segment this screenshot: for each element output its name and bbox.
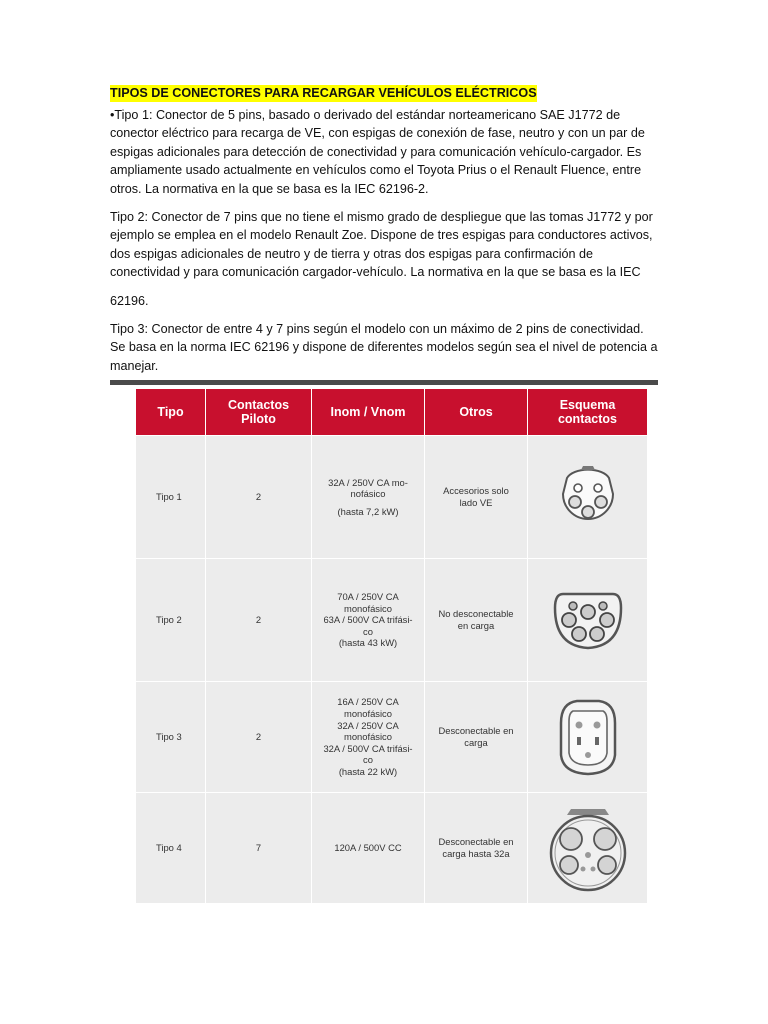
paragraph-tipo1: •Tipo 1: Conector de 5 pins, basado o derivado del estándar norteamericano SAE J1772 de conector eléctrico para recarga de VE, con espigas de conexión de fase, neutro y con un par de espigas adicionales para detección de conectividad y para comunicación vehículo-cargador. Es ampliamente usado actualmente en vehículos como el Toyota Prius o el Renault Fluence, entre otros. La normativa en la que se basa es la IEC 62196-2. <box>110 108 645 196</box>
table-row <box>136 793 648 904</box>
header-tipo: Tipo <box>136 389 206 436</box>
connector-table <box>135 388 648 904</box>
header-inom: Inom / Vnom <box>312 389 425 436</box>
cell-contactos: 7 <box>206 793 312 904</box>
connector-table-figure <box>135 388 647 900</box>
cell-esquema <box>528 559 648 682</box>
cell-otros: No desconectable en carga <box>425 559 528 682</box>
cell-tipo: Tipo 3 <box>136 682 206 793</box>
cell-esquema <box>528 682 648 793</box>
paragraph-tipo2-tail: 62196. <box>110 293 149 308</box>
figure-top-rule <box>110 380 658 385</box>
type1-connector-icon <box>557 464 619 530</box>
cell-inom: 16A / 250V CA monofásico 32A / 250V CA monofásico 32A / 500V CA trifási- co (hasta 22 kW) <box>312 682 425 793</box>
header-contactos: Contactos Piloto <box>206 389 312 436</box>
header-otros: Otros <box>425 389 528 436</box>
cell-otros: Desconectable en carga hasta 32a <box>425 793 528 904</box>
cell-inom: 70A / 250V CA monofásico 63A / 500V CA trifási- co (hasta 43 kW) <box>312 559 425 682</box>
document-heading: TIPOS DE CONECTORES PARA RECARGAR VEHÍCULOS ELÉCTRICOS <box>110 86 537 100</box>
table-row <box>136 559 648 682</box>
type3-connector-icon <box>557 697 619 777</box>
table-row <box>136 436 648 559</box>
table-header-row <box>136 389 648 436</box>
cell-tipo: Tipo 2 <box>136 559 206 682</box>
type4-connector-icon <box>543 803 633 893</box>
cell-otros: Desconectable en carga <box>425 682 528 793</box>
cell-esquema <box>528 436 648 559</box>
cell-contactos: 2 <box>206 682 312 793</box>
cell-esquema <box>528 793 648 904</box>
type2-connector-icon <box>551 588 625 652</box>
cell-contactos: 2 <box>206 436 312 559</box>
paragraph-tipo2: Tipo 2: Conector de 7 pins que no tiene el mismo grado de despliegue que las tomas J1772 y por ejemplo se emplea en el modelo Renault Zoe. Dispone de tres espigas para conductores activos, dos espigas adicionales de neutro y de tierra y otras dos espigas para confirmación de conectividad y para comunicación cargador-vehículo. La normativa en la que se basa es la IEC <box>110 210 653 280</box>
cell-inom: 32A / 250V CA mo- nofásico (hasta 7,2 kW) <box>312 436 425 559</box>
cell-otros: Accesorios solo lado VE <box>425 436 528 559</box>
cell-inom: 120A / 500V CC <box>312 793 425 904</box>
paragraph-tipo3: Tipo 3: Conector de entre 4 y 7 pins según el modelo con un máximo de 2 pins de conectividad. Se basa en la norma IEC 62196 y dispone de diferentes modelos según sea el nivel de potencia a manejar. <box>110 322 658 373</box>
cell-tipo: Tipo 1 <box>136 436 206 559</box>
table-row <box>136 682 648 793</box>
cell-contactos: 2 <box>206 559 312 682</box>
document-body <box>110 84 658 385</box>
cell-tipo: Tipo 4 <box>136 793 206 904</box>
header-esquema: Esquema contactos <box>528 389 648 436</box>
